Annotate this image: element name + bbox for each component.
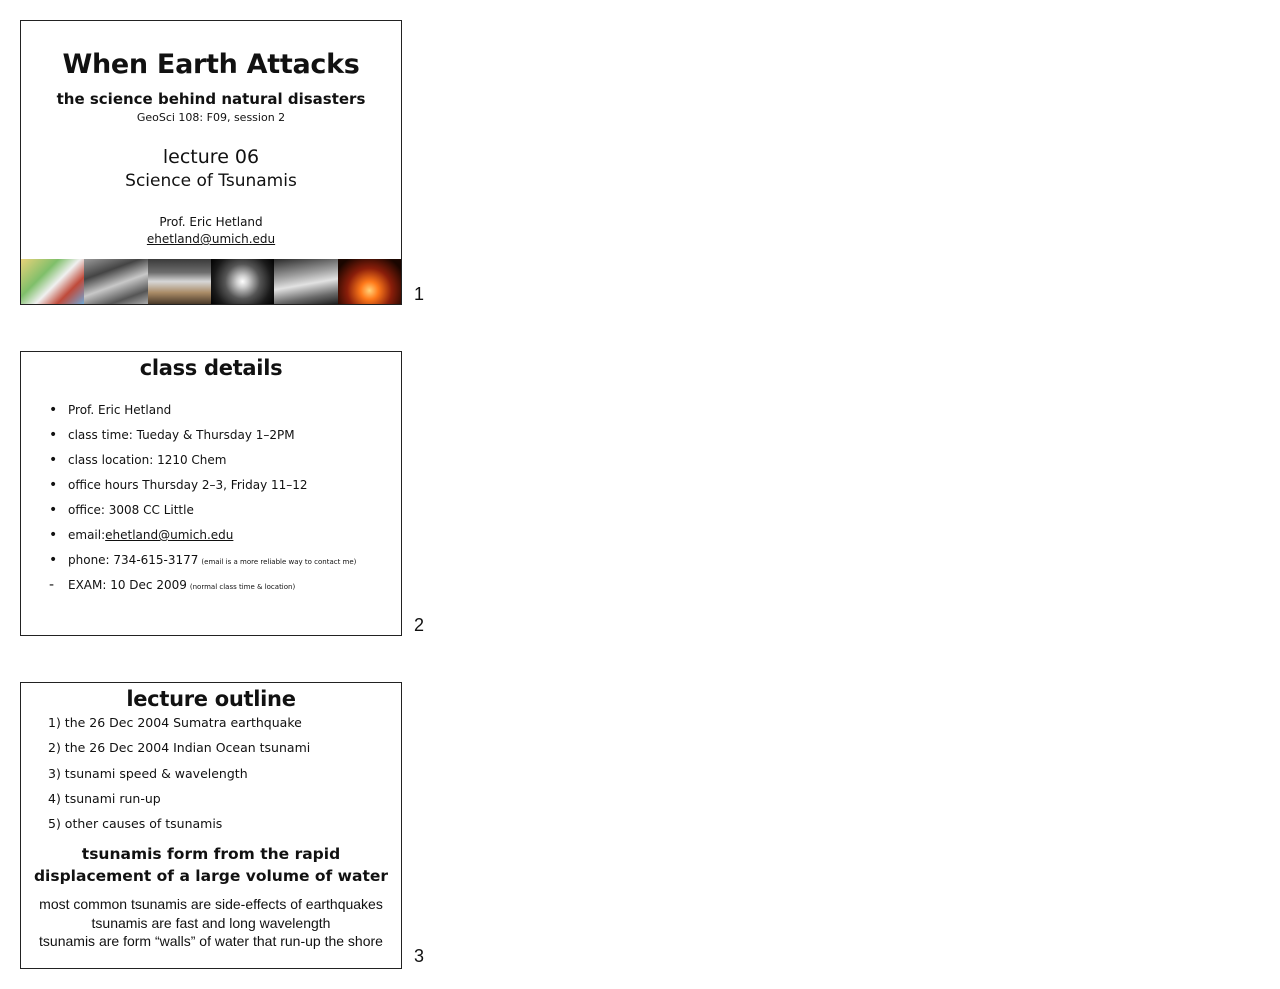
slide-2-title: class details (139, 356, 283, 380)
slide-3-number: 3 (414, 946, 425, 966)
lecture-topic: Science of Tsunamis (125, 171, 297, 191)
list-item: • class location: 1210 Chem (49, 452, 227, 468)
list-item: • class time: Tueday & Thursday 1–2PM (49, 427, 295, 443)
slide-3-title: lecture outline (126, 687, 296, 711)
bullet-icon: • (49, 477, 58, 493)
flood-debris-photo (148, 259, 211, 304)
photo-strip (21, 259, 401, 304)
list-item: 2) the 26 Dec 2004 Indian Ocean tsunami (48, 740, 311, 756)
earthquake-rubble-photo (84, 259, 147, 304)
list-item: 1) the 26 Dec 2004 Sumatra earthquake (48, 715, 302, 730)
slide-1-number: 1 (414, 284, 425, 304)
bullet-icon: • (49, 452, 58, 468)
slide-2-number: 2 (414, 615, 425, 635)
list-item: • office: 3008 CC Little (49, 502, 194, 518)
bullet-icon: • (49, 427, 58, 443)
bullet-icon: • (49, 527, 58, 543)
hazard-map-photo (21, 259, 84, 304)
bullet-icon: • (49, 402, 58, 418)
slide-2 (20, 351, 402, 636)
list-item: - EXAM: 10 Dec 2009 (normal class time & location) (49, 577, 296, 593)
bullet-icon: • (49, 552, 58, 568)
slide-1 (20, 20, 402, 305)
outline-list (48, 715, 310, 841)
class-details-list (49, 402, 356, 602)
list-item: • office hours Thursday 2–3, Friday 11–12 (49, 477, 308, 493)
highlight-statement: tsunamis form from the rapid displacement of a large volume of water (33, 845, 389, 885)
professor-name: Prof. Eric Hetland (159, 215, 263, 229)
list-item: • phone: 734-615-3177 (email is a more reliable way to contact me) (49, 552, 357, 568)
list-item: • email: ehetland@umich.edu (49, 527, 234, 543)
bullet-icon: • (49, 502, 58, 518)
list-item: 4) tsunami run-up (48, 790, 161, 806)
email-link[interactable]: ehetland@umich.edu (105, 528, 234, 542)
summary-text: most common tsunamis are side-effects of earthquakes tsunamis are fast and long wavelength tsunamis are form “walls” of water that run-up the shore (39, 896, 383, 949)
slide-1-title: When Earth Attacks (62, 49, 360, 80)
dash-icon: - (49, 577, 55, 593)
slide-3 (20, 682, 402, 969)
list-item: • Prof. Eric Hetland (49, 402, 172, 418)
crater-photo (274, 259, 337, 304)
list-item: 3) tsunami speed & wavelength (48, 765, 248, 781)
volcano-lava-photo (338, 259, 401, 304)
slide-1-subtitle: the science behind natural disasters (56, 90, 366, 108)
hurricane-satellite-photo (211, 259, 274, 304)
course-code: GeoSci 108: F09, session 2 (136, 111, 286, 124)
lecture-number: lecture 06 (162, 146, 260, 168)
professor-email-link[interactable]: ehetland@umich.edu (146, 232, 276, 246)
list-item: 5) other causes of tsunamis (48, 816, 223, 832)
